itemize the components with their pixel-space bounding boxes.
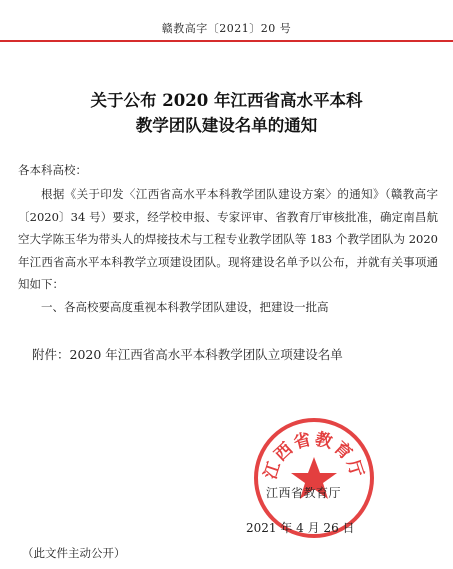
issuer-name: 江西省教育厅 <box>266 486 342 500</box>
body-paragraph-2: 一、各高校要高度重视本科教学团队建设，把建设一批高 <box>41 299 329 314</box>
attachment-line: 附件：2020 年江西省高水平本科教学团队立项建设名单 <box>32 347 343 362</box>
public-disclosure-note: （此文件主动公开） <box>22 546 126 560</box>
title-line-2: 教学团队建设名单的通知 <box>135 116 318 135</box>
issue-date: 2021 年 4 月 26 日 <box>246 521 355 535</box>
document-number: 赣教高字〔2021〕20 号 <box>161 22 292 35</box>
red-divider-line <box>0 40 453 42</box>
salutation: 各本科高校： <box>18 163 87 177</box>
body-text <box>18 183 438 318</box>
body-paragraph-1: 根据《关于印发〈江西省高水平本科教学团队建设方案〉的通知》（赣教高字〔2020〕34 号）要求，经学校申报、专家评审、省教育厅审核批准，确定南昌航空大学陈玉华为带头人的焊接技术与工程专业教学团队等 183 个教学团队为 2020 年江西省高水平本科教学立项建设团队。现将建设名单予以公布，并就有关事项通知如下： <box>18 187 438 291</box>
seal-text: 江西省教育厅 <box>260 429 368 482</box>
title-line-1: 关于公布 2020 年江西省高水平本科 <box>90 91 363 110</box>
document-title <box>0 88 453 138</box>
